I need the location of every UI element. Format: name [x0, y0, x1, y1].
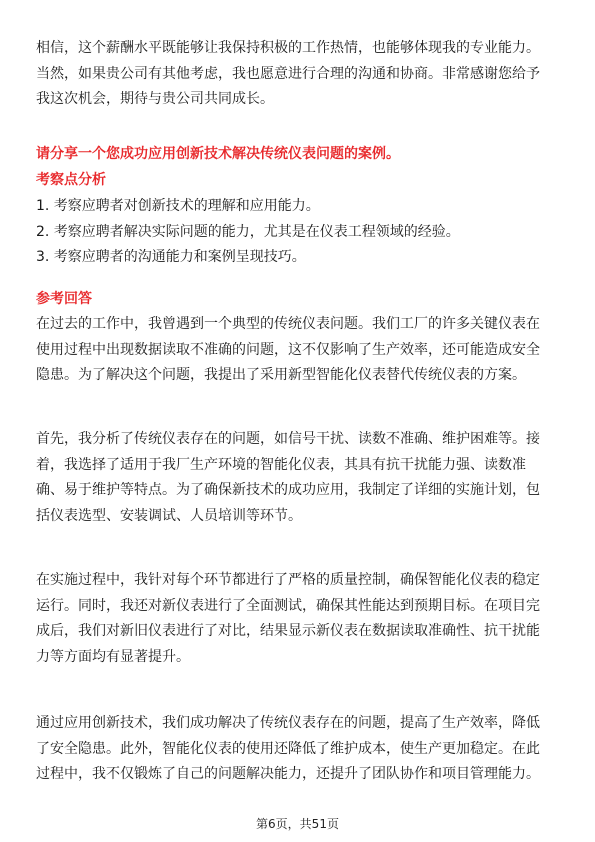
analysis-item: 2. 考察应聘者解决实际问题的能力，尤其是在仪表工程领域的经验。: [36, 223, 460, 240]
answer-line: 括仪表选型、安装调试、人员培训等环节。: [36, 507, 302, 524]
answer-paragraph-3: [36, 568, 560, 670]
answer-line: 使用过程中出现数据读取不准确的问题，这不仅影响了生产效率，还可能造成安全: [36, 341, 540, 358]
answer-line: 在过去的工作中，我曾遇到一个典型的传统仪表问题。我们工厂的许多关键仪表在: [36, 316, 540, 332]
answer-line: 力等方面均有显著提升。: [36, 648, 190, 665]
answer-line: 了安全隐患。此外，智能化仪表的使用还降低了维护成本，使生产更加稳定。在此: [36, 740, 540, 757]
intro-paragraph: [36, 36, 560, 113]
analysis-list: [36, 194, 560, 271]
analysis-heading: 考察点分析: [36, 172, 106, 188]
answer-line: 着，我选择了适用于我厂生产环境的智能化仪表，其具有抗干扰能力强、读数准: [36, 456, 526, 473]
answer-line: 首先，我分析了传统仪表存在的问题，如信号干扰、读数不准确、维护困难等。接: [36, 431, 540, 447]
intro-line: 相信，这个薪酬水平既能够让我保持积极的工作热情，也能够体现我的专业能力。: [36, 40, 540, 56]
answer-line: 通过应用创新技术，我们成功解决了传统仪表存在的问题，提高了生产效率，降低: [36, 715, 540, 731]
answer-paragraph-1: [36, 312, 560, 389]
intro-line: 我这次机会，期待与贵公司共同成长。: [36, 91, 274, 107]
analysis-item: 3. 考察应聘者的沟通能力和案例呈现技巧。: [36, 249, 306, 265]
answer-line: 确、易于维护等特点。为了确保新技术的成功应用，我制定了详细的实施计划，包: [36, 482, 540, 498]
answer-line: 成后，我们对新旧仪表进行了对比，结果显示新仪表在数据读取准确性、抗干扰能: [36, 623, 540, 639]
answer-paragraph-2: [36, 427, 560, 529]
analysis-item: 1. 考察应聘者对创新技术的理解和应用能力。: [36, 198, 320, 214]
intro-line: 当然，如果贵公司有其他考虑，我也愿意进行合理的沟通和协商。非常感谢您给予: [36, 65, 540, 82]
answer-line: 运行。同时，我还对新仪表进行了全面测试，确保其性能达到预期目标。在项目完: [36, 597, 540, 614]
answer-line: 在实施过程中，我针对每个环节都进行了严格的质量控制，确保智能化仪表的稳定: [36, 572, 540, 588]
answer-paragraph-4: [36, 711, 560, 788]
question-title: 请分享一个您成功应用创新技术解决传统仪表问题的案例。: [36, 146, 400, 162]
page-number: 第6页，共51页: [256, 817, 339, 831]
answer-line: 过程中，我不仅锻炼了自己的问题解决能力，还提升了团队协作和项目管理能力。: [36, 766, 540, 782]
answer-line: 隐患。为了解决这个问题，我提出了采用新型智能化仪表替代传统仪表的方案。: [36, 367, 526, 383]
answer-heading: 参考回答: [36, 291, 92, 307]
